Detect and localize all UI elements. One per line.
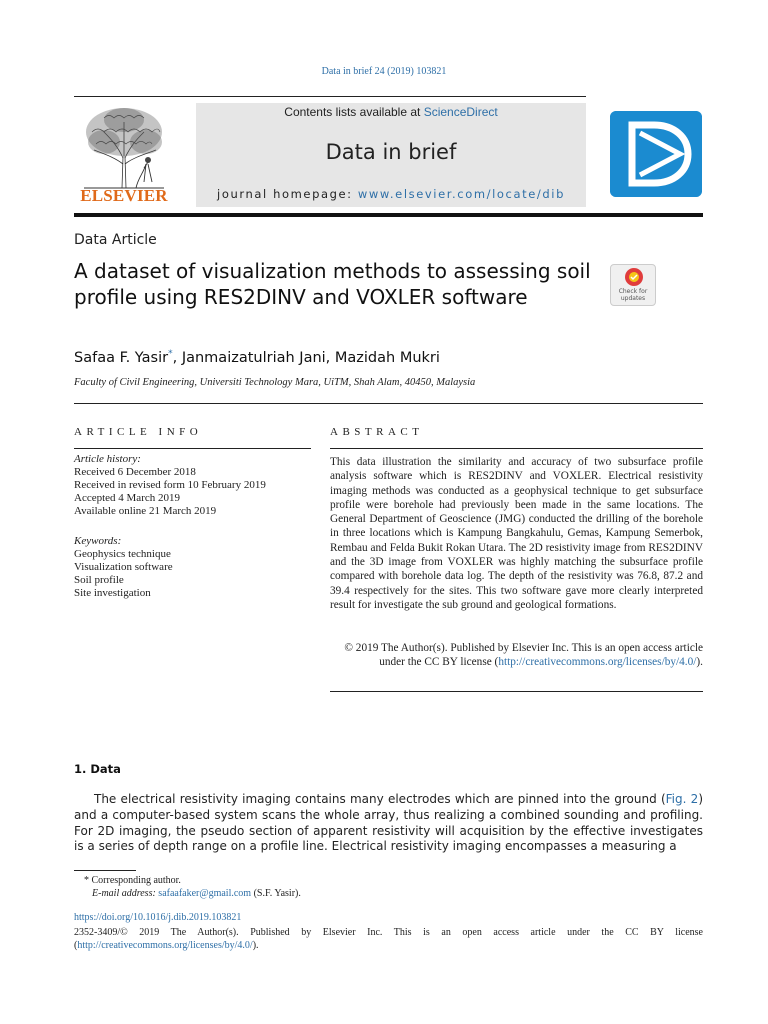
keyword-item: Soil profile <box>74 574 124 586</box>
author-list <box>74 349 440 366</box>
abstract-end-divider <box>330 691 703 692</box>
figure-reference-link[interactable]: Fig. 2 <box>665 792 699 806</box>
keywords <box>74 535 314 600</box>
license-end: ). <box>252 940 259 951</box>
article-type: Data Article <box>74 232 157 248</box>
homepage-prefix: journal homepage: <box>217 187 358 201</box>
author-1: Safaa F. Yasir <box>74 349 169 366</box>
publisher-name: ELSEVIER <box>80 186 168 205</box>
email-link[interactable]: safaafaker@gmail.com <box>158 888 252 899</box>
journal-citation[interactable]: Data in brief 24 (2019) 103821 <box>321 66 447 77</box>
journal-homepage-line <box>196 187 586 201</box>
contents-available-line <box>196 105 586 119</box>
keyword-item: Geophysics technique <box>74 548 171 560</box>
history-item: Received in revised form 10 February 2019 <box>74 479 266 491</box>
article-title: A dataset of visualization methods to assessing soil profile using RES2DINV and VOXLER software <box>74 259 591 309</box>
sciencedirect-link[interactable]: ScienceDirect <box>423 105 498 119</box>
doi-link[interactable]: https://doi.org/10.1016/j.dib.2019.103821 <box>74 912 242 923</box>
email-note <box>92 888 301 899</box>
body-text-start: The electrical resistivity imaging contains many electrodes which are pinned into the ground ( <box>94 792 666 806</box>
keywords-label: Keywords: <box>74 535 122 547</box>
license-link[interactable]: http://creativecommons.org/licenses/by/4.0/ <box>77 940 253 951</box>
top-divider <box>74 96 586 97</box>
history-item: Accepted 4 March 2019 <box>74 492 180 504</box>
corresponding-author-note: * Corresponding author. <box>84 875 181 886</box>
keyword-item: Visualization software <box>74 561 173 573</box>
history-item: Received 6 December 2018 <box>74 466 196 478</box>
corresponding-author-mark[interactable]: * <box>168 349 173 359</box>
check-for-updates-label: Check for updates <box>618 288 648 302</box>
abstract-heading: ABSTRACT <box>330 426 424 438</box>
abstract-text: This data illustration the similarity and accuracy of two subsurface profile analysis software which is RES2DINV and VOXLER. Electrical resistivity imaging methods was conducted as a geophysical technique to get subsurface profile were borehole had previously been made in the same locations. The General Department of Geoscience (JMG) conducted the drilling of the borehole in three locations which is Kampung Bangkahulu, Gemas, Kampung Semerbok, Rembau and Felda Bukit Rokan Utara. The 2D resistivity image from RES2DINV and the 3D image from VOXLER was highly matching the subsurface profile compared with borehole data log. The depth of the resistivity was 76.8, 87.2 and 39.4 respectively for the sites. This two software gave more clearly interpreted result for investigate the sub ground and geological formations. <box>330 456 703 611</box>
cc-license-link[interactable]: http://creativecommons.org/licenses/by/4.0/ <box>498 656 697 669</box>
abstract-copyright <box>330 641 703 670</box>
footnote-divider <box>74 870 136 871</box>
article-info-heading: ARTICLE INFO <box>74 426 203 438</box>
keyword-item: Site investigation <box>74 587 151 599</box>
history-item: Available online 21 March 2019 <box>74 505 217 517</box>
article-history-label: Article history: <box>74 453 141 465</box>
section-heading: 1. Data <box>74 762 121 776</box>
body-paragraph <box>74 792 703 855</box>
license-footnote <box>74 926 703 952</box>
data-in-brief-logo[interactable] <box>610 111 702 197</box>
other-authors: , Janmaizatulriah Jani, Mazidah Mukri <box>172 349 440 366</box>
affiliation: Faculty of Civil Engineering, Universiti Technology Mara, UiTM, Shah Alam, 40450, Malaysia <box>74 377 476 388</box>
copyright-end: ). <box>696 656 703 669</box>
article-history <box>74 453 314 518</box>
license-text: 2352-3409/© 2019 The Author(s). Published by Elsevier Inc. This is an open access article under the CC BY license ( <box>74 927 703 951</box>
email-suffix: (S.F. Yasir). <box>251 888 301 899</box>
contents-prefix: Contents lists available at <box>284 105 424 119</box>
copyright-text: © 2019 The Author(s). Published by Elsevier Inc. This is an open access article under the CC BY license ( <box>344 642 703 669</box>
journal-title: Data in brief <box>325 140 457 164</box>
authors-divider <box>74 403 703 404</box>
journal-homepage-link[interactable]: www.elsevier.com/locate/dib <box>357 187 565 201</box>
header-thick-divider <box>74 213 703 217</box>
body-text-rest: ) and a computer-based system scans the whole array, thus realizing a combined sounding and profiling. For 2D imaging, the pseudo section of apparent resistivity will acquisition by the effective investigates is a series of depth range on a profile line. Electrical resistivity imaging encompasses a measuring a <box>74 792 703 854</box>
article-info-divider <box>74 448 311 449</box>
abstract-divider <box>330 448 703 449</box>
email-label: E-mail address: <box>92 888 159 899</box>
